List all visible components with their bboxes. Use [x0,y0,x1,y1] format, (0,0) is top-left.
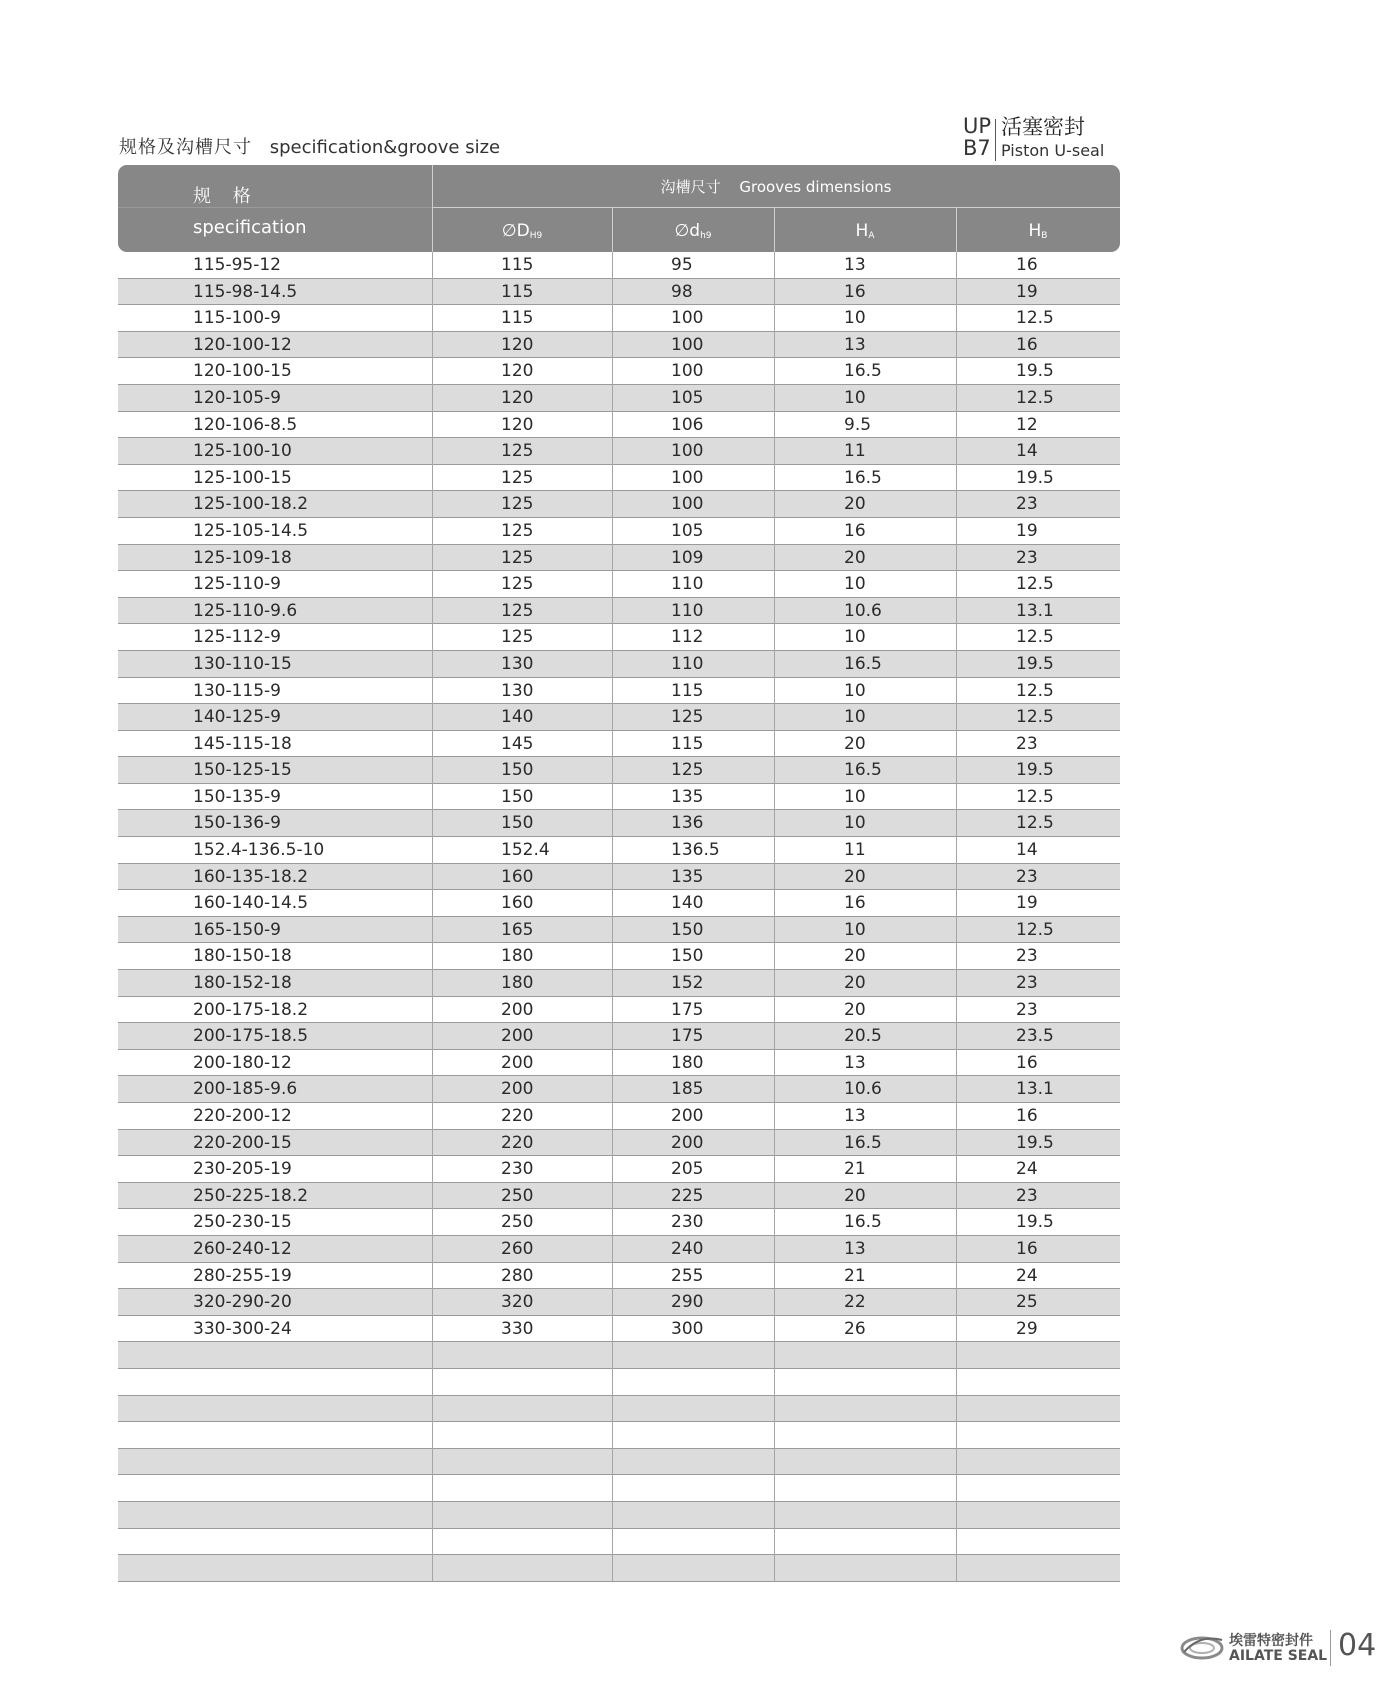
table-cell: 115-95-12 [193,255,281,275]
table-cell: 150-125-15 [193,760,292,781]
table-cell: 23 [1016,1185,1038,1206]
table-row [118,465,1120,492]
table-cell: 12.5 [1016,786,1054,807]
table-cell: 10 [844,707,866,728]
table-row [118,1316,1120,1343]
table-cell: 125 [501,441,534,462]
table-cell: 100 [671,494,704,515]
table-cell: 160-140-14.5 [193,893,309,914]
table-row [118,1076,1120,1103]
table-row [118,1263,1120,1290]
table-header [118,165,1120,252]
header-groove-cn: 沟槽尺寸 [660,178,721,196]
body-vline [612,252,613,1582]
table-cell: 20 [844,999,866,1020]
table-cell: 136 [671,813,704,834]
table-cell: 23 [1016,973,1038,994]
table-cell: 150-136-9 [193,813,281,834]
table-cell: 120-106-8.5 [193,414,298,435]
table-cell: 115 [501,255,534,275]
table-cell: 12 [1016,414,1038,435]
table-row [118,678,1120,705]
table-cell: 125 [671,760,704,781]
table-cell: 200-175-18.5 [193,1026,309,1047]
page-number: 04 [1338,1628,1376,1663]
table-row [118,1502,1120,1529]
header-col-d [612,221,774,241]
table-cell: 250 [501,1212,534,1233]
table-cell: 185 [671,1079,704,1100]
table-cell: 152.4-136.5-10 [193,840,325,861]
table-cell: 125 [671,707,704,728]
table-cell: 280 [501,1265,534,1286]
header-col-HA-sub: A [868,231,875,241]
table-cell: 23 [1016,866,1038,887]
table-row [118,305,1120,332]
table-row [118,970,1120,997]
table-cell: 112 [671,627,704,648]
table-cell: 125-100-15 [193,467,292,488]
table-cell: 250-230-15 [193,1212,292,1233]
table-cell: 13 [844,1052,866,1073]
table-cell: 225 [671,1185,704,1206]
table-cell: 16 [1016,1106,1038,1126]
table-cell: 16 [1016,1052,1038,1073]
table-cell: 12.5 [1016,627,1054,648]
table-cell: 230-205-19 [193,1159,292,1180]
table-cell: 125-112-9 [193,627,281,648]
table-cell: 125 [501,520,534,541]
table-cell: 100 [671,334,704,355]
header-groove-en: Grooves dimensions [739,178,892,196]
table-cell: 115 [671,733,704,754]
table-cell: 125 [501,627,534,648]
table-row [118,491,1120,518]
table-cell: 20 [844,1185,866,1206]
table-cell: 16.5 [844,361,882,382]
section-title-en: specification&groove size [269,137,501,158]
table-cell: 10 [844,786,866,807]
table-row [118,997,1120,1024]
table-cell: 125-110-9.6 [193,600,298,621]
body-vline [956,252,957,1582]
header-spec-en: specification [193,217,307,238]
table-body [118,252,1120,1582]
table-row [118,757,1120,784]
product-code-bottom: B7 [963,136,991,160]
table-cell: 20 [844,547,866,568]
table-cell: 125 [501,600,534,621]
table-cell: 152.4 [501,840,550,861]
table-cell: 130 [501,653,534,674]
table-cell: 250-225-18.2 [193,1185,309,1206]
table-cell: 24 [1016,1159,1038,1180]
table-cell: 150 [501,760,534,781]
table-cell: 205 [671,1159,704,1180]
table-cell: 19 [1016,893,1038,914]
table-cell: 16 [844,893,866,914]
header-col-HB-label: H [1028,221,1042,241]
table-cell: 9.5 [844,414,872,435]
table-cell: 180 [671,1052,704,1073]
table-cell: 16.5 [844,760,882,781]
body-vline [432,252,433,1582]
table-cell: 100 [671,308,704,329]
table-cell: 115 [671,680,704,701]
table-row [118,598,1120,625]
table-cell: 220-200-15 [193,1132,292,1153]
table-cell: 19 [1016,281,1038,302]
table-cell: 21 [844,1265,866,1286]
table-cell: 200 [501,999,534,1020]
table-cell: 20 [844,494,866,515]
table-cell: 200 [501,1052,534,1073]
table-row [118,1342,1120,1369]
table-cell: 125-110-9 [193,574,281,595]
table-row [118,890,1120,917]
table-cell: 125-105-14.5 [193,520,309,541]
table-cell: 11 [844,840,866,861]
table-cell: 140 [671,893,704,914]
table-cell: 115-100-9 [193,308,281,329]
table-cell: 110 [671,653,704,674]
table-cell: 12.5 [1016,919,1054,940]
table-row [118,1529,1120,1556]
table-cell: 25 [1016,1292,1038,1313]
table-cell: 230 [501,1159,534,1180]
table-cell: 23 [1016,547,1038,568]
table-row [118,252,1120,279]
table-cell: 200-175-18.2 [193,999,309,1020]
table-row [118,784,1120,811]
table-cell: 200 [671,1106,704,1126]
table-cell: 255 [671,1265,704,1286]
table-row [118,385,1120,412]
table-cell: 200 [501,1026,534,1047]
table-cell: 200-180-12 [193,1052,292,1073]
table-cell: 105 [671,387,704,408]
header-col-HA-label: H [855,221,869,241]
table-cell: 150 [671,919,704,940]
table-cell: 10 [844,919,866,940]
table-cell: 16.5 [844,1132,882,1153]
table-cell: 19 [1016,520,1038,541]
table-cell: 175 [671,1026,704,1047]
table-cell: 12.5 [1016,574,1054,595]
table-row [118,1422,1120,1449]
table-row [118,358,1120,385]
table-cell: 160 [501,893,534,914]
table-cell: 10 [844,574,866,595]
table-cell: 26 [844,1318,866,1339]
brand-name-cn: 埃雷特密封件 [1229,1633,1313,1649]
table-row [118,1289,1120,1316]
table-row [118,731,1120,758]
table-row [118,1023,1120,1050]
table-cell: 330-300-24 [193,1318,292,1339]
header-groove [432,176,1120,197]
table-cell: 95 [671,255,693,275]
table-cell: 125 [501,574,534,595]
table-row [118,837,1120,864]
table-cell: 14 [1016,840,1038,861]
table-row [118,1396,1120,1423]
table-cell: 125-109-18 [193,547,292,568]
table-row [118,438,1120,465]
table-row [118,1050,1120,1077]
header-col-D-label: ∅D [501,221,530,241]
table-cell: 110 [671,600,704,621]
header-divider-left [118,207,432,208]
table-row [118,704,1120,731]
table-row [118,624,1120,651]
table-cell: 12.5 [1016,707,1054,728]
table-cell: 19.5 [1016,1212,1054,1233]
table-cell: 230 [671,1212,704,1233]
table-cell: 106 [671,414,704,435]
table-row [118,412,1120,439]
table-cell: 20 [844,973,866,994]
table-cell: 320-290-20 [193,1292,292,1313]
header-col-HB [956,221,1120,241]
table-cell: 150 [501,813,534,834]
brand-name-en: AILATE SEAL [1229,1648,1328,1664]
table-cell: 180-152-18 [193,973,292,994]
table-cell: 23 [1016,494,1038,515]
table-cell: 130-115-9 [193,680,281,701]
table-cell: 120 [501,414,534,435]
header-col-d-sub: h9 [700,231,712,241]
table-cell: 22 [844,1292,866,1313]
table-cell: 109 [671,547,704,568]
table-cell: 145-115-18 [193,733,292,754]
table-row [118,571,1120,598]
header-col-HB-sub: B [1041,231,1048,241]
table-row [118,1369,1120,1396]
table-row [118,1156,1120,1183]
table-cell: 220 [501,1106,534,1126]
table-cell: 16 [1016,334,1038,355]
spec-table [118,165,1120,1582]
table-cell: 16.5 [844,653,882,674]
table-row [118,1475,1120,1502]
table-cell: 260-240-12 [193,1238,292,1259]
table-cell: 140 [501,707,534,728]
table-cell: 21 [844,1159,866,1180]
table-cell: 220-200-12 [193,1106,292,1126]
table-cell: 11 [844,441,866,462]
table-cell: 16.5 [844,1212,882,1233]
product-name-cn: 活塞密封 [1001,115,1085,139]
table-cell: 125 [501,547,534,568]
table-cell: 13 [844,334,866,355]
table-cell: 115 [501,281,534,302]
table-cell: 13.1 [1016,600,1054,621]
table-cell: 16 [1016,255,1038,275]
header-col-D-sub: H9 [529,231,543,241]
table-cell: 16 [844,281,866,302]
table-cell: 110 [671,574,704,595]
header-col-d-label: ∅d [674,221,701,241]
table-cell: 23.5 [1016,1026,1054,1047]
table-cell: 175 [671,999,704,1020]
table-cell: 120 [501,334,534,355]
table-row [118,943,1120,970]
table-row [118,810,1120,837]
table-cell: 145 [501,733,534,754]
table-cell: 300 [671,1318,704,1339]
table-row [118,651,1120,678]
table-cell: 100 [671,467,704,488]
table-row [118,1209,1120,1236]
table-cell: 280-255-19 [193,1265,292,1286]
table-cell: 290 [671,1292,704,1313]
table-cell: 125 [501,494,534,515]
table-cell: 20 [844,946,866,967]
table-cell: 19.5 [1016,760,1054,781]
table-cell: 12.5 [1016,387,1054,408]
table-row [118,1183,1120,1210]
table-cell: 180 [501,946,534,967]
table-cell: 165 [501,919,534,940]
table-cell: 10 [844,627,866,648]
table-cell: 120-105-9 [193,387,281,408]
table-cell: 13.1 [1016,1079,1054,1100]
table-cell: 19.5 [1016,1132,1054,1153]
table-cell: 120 [501,387,534,408]
table-cell: 23 [1016,999,1038,1020]
table-cell: 19.5 [1016,653,1054,674]
table-cell: 23 [1016,946,1038,967]
table-cell: 16.5 [844,467,882,488]
table-cell: 152 [671,973,704,994]
table-cell: 125-100-10 [193,441,292,462]
table-row [118,1236,1120,1263]
table-cell: 150 [501,786,534,807]
table-cell: 130-110-15 [193,653,292,674]
section-title-cn: 规格及沟槽尺寸 [119,137,252,158]
table-cell: 135 [671,866,704,887]
header-spec-cn: 规 格 [193,186,259,207]
table-cell: 16 [1016,1238,1038,1259]
table-cell: 23 [1016,733,1038,754]
product-divider [995,119,996,161]
product-code-top: UP [963,114,992,138]
table-cell: 120 [501,361,534,382]
table-row [118,1555,1120,1582]
table-cell: 10 [844,813,866,834]
body-vline [774,252,775,1582]
table-cell: 13 [844,1238,866,1259]
table-cell: 12.5 [1016,308,1054,329]
table-cell: 150 [671,946,704,967]
table-cell: 160 [501,866,534,887]
table-cell: 100 [671,361,704,382]
table-cell: 125 [501,467,534,488]
table-cell: 165-150-9 [193,919,281,940]
table-cell: 160-135-18.2 [193,866,309,887]
table-cell: 19.5 [1016,467,1054,488]
table-cell: 130 [501,680,534,701]
table-cell: 200-185-9.6 [193,1079,298,1100]
table-cell: 220 [501,1132,534,1153]
table-cell: 200 [671,1132,704,1153]
table-cell: 120-100-15 [193,361,292,382]
table-cell: 115-98-14.5 [193,281,298,302]
table-cell: 105 [671,520,704,541]
table-cell: 125-100-18.2 [193,494,309,515]
table-cell: 250 [501,1185,534,1206]
table-cell: 140-125-9 [193,707,281,728]
section-title [119,133,500,159]
table-cell: 19.5 [1016,361,1054,382]
table-cell: 10 [844,680,866,701]
table-cell: 14 [1016,441,1038,462]
table-row [118,1103,1120,1130]
table-cell: 13 [844,255,866,275]
table-cell: 330 [501,1318,534,1339]
header-col-HA [774,221,956,241]
table-cell: 20 [844,733,866,754]
brand-logo-icon [1180,1630,1226,1664]
table-cell: 10 [844,308,866,329]
table-row [118,545,1120,572]
table-row [118,1449,1120,1476]
table-row [118,864,1120,891]
table-cell: 120-100-12 [193,334,292,355]
table-cell: 136.5 [671,840,720,861]
table-cell: 240 [671,1238,704,1259]
table-cell: 115 [501,308,534,329]
table-cell: 10.6 [844,1079,882,1100]
table-cell: 180-150-18 [193,946,292,967]
table-row [118,917,1120,944]
table-cell: 10 [844,387,866,408]
table-cell: 200 [501,1079,534,1100]
header-divider-right [432,207,1120,208]
table-cell: 320 [501,1292,534,1313]
table-cell: 260 [501,1238,534,1259]
table-cell: 13 [844,1106,866,1126]
footer-divider [1330,1630,1331,1666]
table-cell: 12.5 [1016,813,1054,834]
table-cell: 10.6 [844,600,882,621]
table-row [118,1130,1120,1157]
table-cell: 20 [844,866,866,887]
table-cell: 135 [671,786,704,807]
table-cell: 20.5 [844,1026,882,1047]
table-cell: 24 [1016,1265,1038,1286]
header-col-D [432,221,612,241]
table-row [118,332,1120,359]
table-cell: 12.5 [1016,680,1054,701]
table-cell: 100 [671,441,704,462]
product-code [963,115,993,159]
table-cell: 180 [501,973,534,994]
table-cell: 98 [671,281,693,302]
table-cell: 150-135-9 [193,786,281,807]
table-cell: 16 [844,520,866,541]
product-name-en: Piston U-seal [1001,141,1105,160]
table-row [118,518,1120,545]
table-row [118,279,1120,306]
table-cell: 29 [1016,1318,1038,1339]
